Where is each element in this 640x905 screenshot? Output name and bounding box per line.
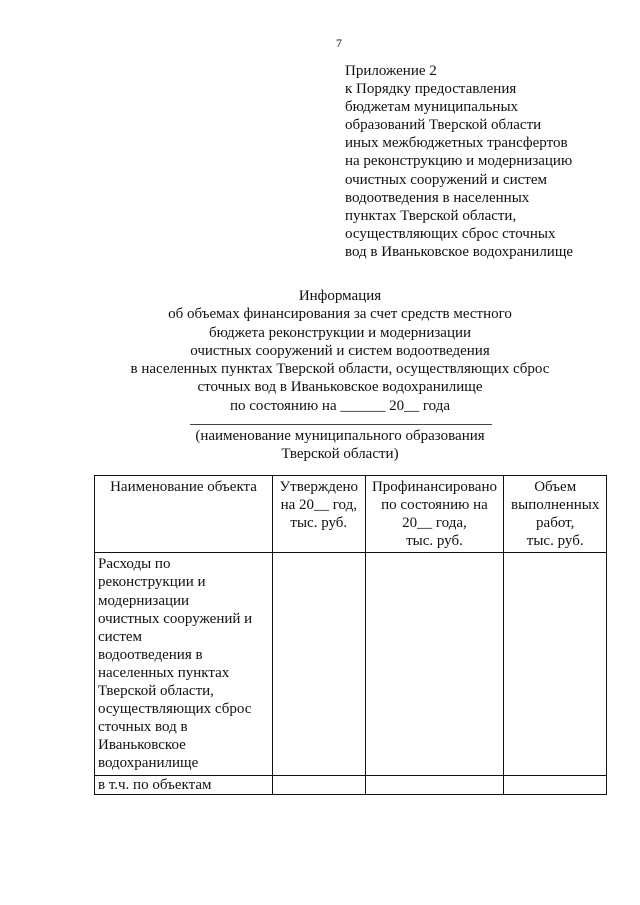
- appendix-line: бюджетам муниципальных: [345, 99, 519, 116]
- heading-line: бюджета реконструкции и модернизации: [208, 324, 472, 341]
- appendix-line: к Порядку предоставления: [345, 81, 517, 98]
- empty-cell: [273, 775, 366, 794]
- document-heading: [60, 287, 620, 415]
- financing-table: [94, 475, 607, 795]
- header-approved: Утверждено на 20__ год, тыс. руб.: [273, 476, 366, 553]
- table-row: [95, 553, 607, 775]
- empty-cell: [504, 553, 607, 775]
- appendix-line: осуществляющих сброс сточных: [345, 225, 556, 242]
- expense-row-label: Расходы по реконструкции и модернизации очистных сооружений и систем водоотведения в населенных пунктах Тверской области, осуществляющих сброс сточных вод в Иваньковское водохранилище: [95, 553, 273, 775]
- heading-line: очистных сооружений и систем водоотведения: [190, 342, 490, 359]
- table-row: [95, 775, 607, 794]
- heading-line: об объемах финансирования за счет средств местного: [168, 306, 512, 323]
- table-header-row: [95, 476, 607, 553]
- page-number: 7: [336, 36, 342, 50]
- appendix-line: очистных сооружений и систем: [345, 171, 547, 188]
- empty-cell: [273, 553, 366, 775]
- header-financed: Профинансировано по состоянию на 20__ года, тыс. руб.: [365, 476, 504, 553]
- document-title: Информация: [298, 288, 382, 304]
- appendix-block: [345, 62, 615, 261]
- appendix-line: Приложение 2: [345, 63, 437, 79]
- empty-cell: [365, 775, 504, 794]
- municipality-name-line: [190, 424, 492, 425]
- appendix-line: образований Тверской области: [345, 117, 542, 134]
- heading-date-line: по состоянию на ______ 20__ года: [229, 397, 451, 414]
- total-row-label: в т.ч. по объектам: [95, 775, 273, 794]
- caption-line: (наименование муниципального образования: [195, 428, 485, 444]
- appendix-line: иных межбюджетных трансфертов: [345, 135, 568, 152]
- municipality-caption: [150, 427, 530, 463]
- empty-cell: [504, 775, 607, 794]
- heading-line: в населенных пунктах Тверской области, осуществляющих сброс: [130, 361, 550, 378]
- appendix-line: на реконструкцию и модернизацию: [345, 153, 573, 170]
- appendix-line: водоотведения в населенных: [345, 189, 530, 206]
- caption-line: Тверской области): [281, 446, 399, 462]
- heading-line: сточных вод в Иваньковское водохранилище: [197, 379, 483, 396]
- appendix-line: пунктах Тверской области,: [345, 207, 517, 224]
- header-work-volume: Объем выполненных работ, тыс. руб.: [504, 476, 607, 553]
- header-object-name: Наименование объекта: [95, 476, 273, 553]
- appendix-line: вод в Иваньковское водохранилище: [345, 243, 574, 260]
- empty-cell: [365, 553, 504, 775]
